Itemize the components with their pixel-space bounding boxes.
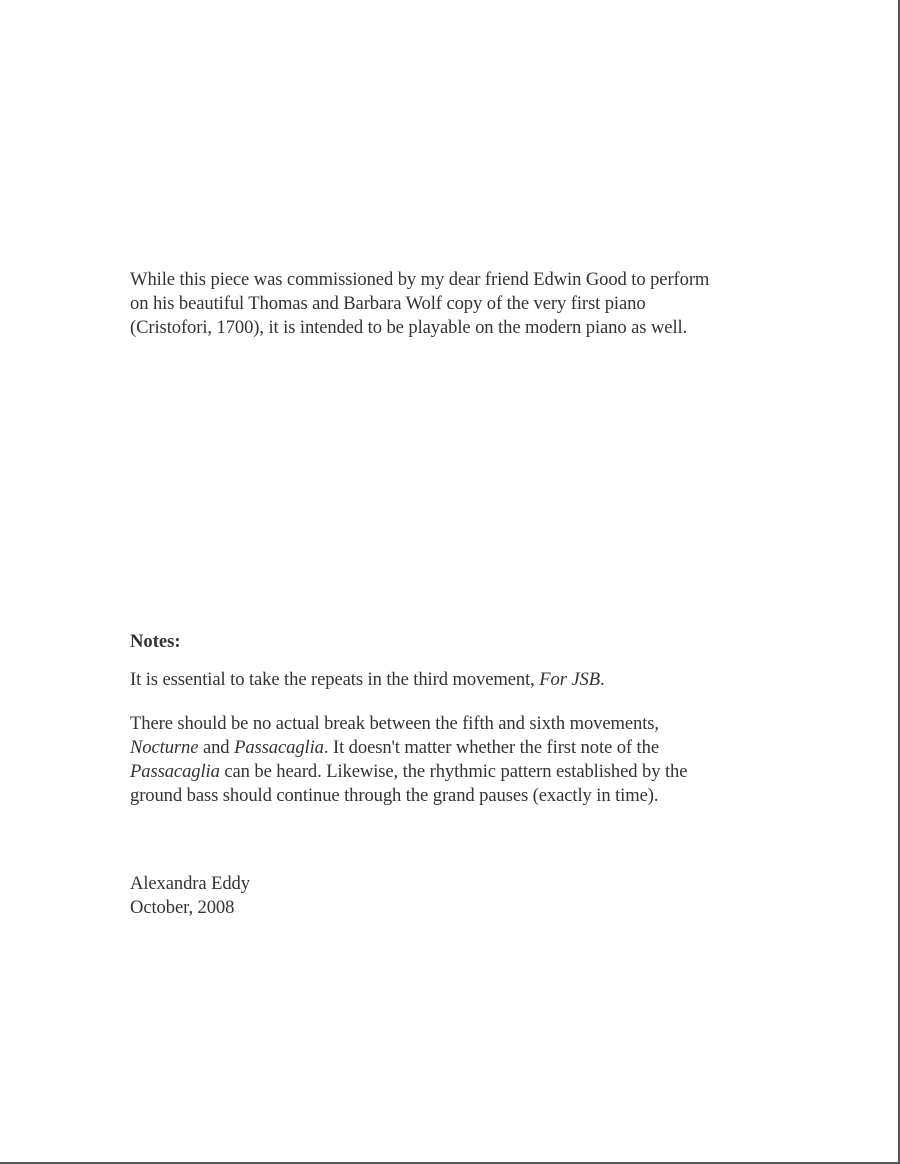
note-1-title: For JSB [539,669,600,690]
intro-paragraph [130,268,709,340]
signature-date: October, 2008 [130,897,235,918]
author-name: Alexandra Eddy [130,873,250,894]
note-1-text: It is essential to take the repeats in the third movement, [130,669,540,690]
note-2-line-2 [130,736,687,760]
note-2-line-3-rest: can be heard. Likewise, the rhythmic pattern established by the [219,761,688,782]
intro-line-3: (Cristofori, 1700), it is intended to be playable on the modern piano as well. [130,317,688,338]
note-2-line-2-mid: and [198,737,235,758]
intro-line-2: on his beautiful Thomas and Barbara Wolf copy of the very first piano [130,293,646,314]
note-repeats [130,668,605,692]
movement-title-passacaglia: Passacaglia [234,737,324,758]
note-2-line-1: There should be no actual break between the fifth and sixth movements, [130,713,659,734]
movement-title-nocturne: Nocturne [130,737,199,758]
movement-title-passacaglia-2: Passacaglia [130,761,220,782]
intro-line-1: While this piece was commissioned by my dear friend Edwin Good to perform [130,269,710,290]
note-2-line-3 [130,760,687,784]
note-1-line [130,668,605,692]
note-2-line-2-rest: . It doesn't matter whether the first note of the [323,737,659,758]
signature-block [130,872,250,920]
notes-heading: Notes: [130,631,181,652]
note-1-end: . [600,669,605,690]
note-2-line-4: ground bass should continue through the grand pauses (exactly in time). [130,785,659,806]
note-movements [130,712,687,808]
